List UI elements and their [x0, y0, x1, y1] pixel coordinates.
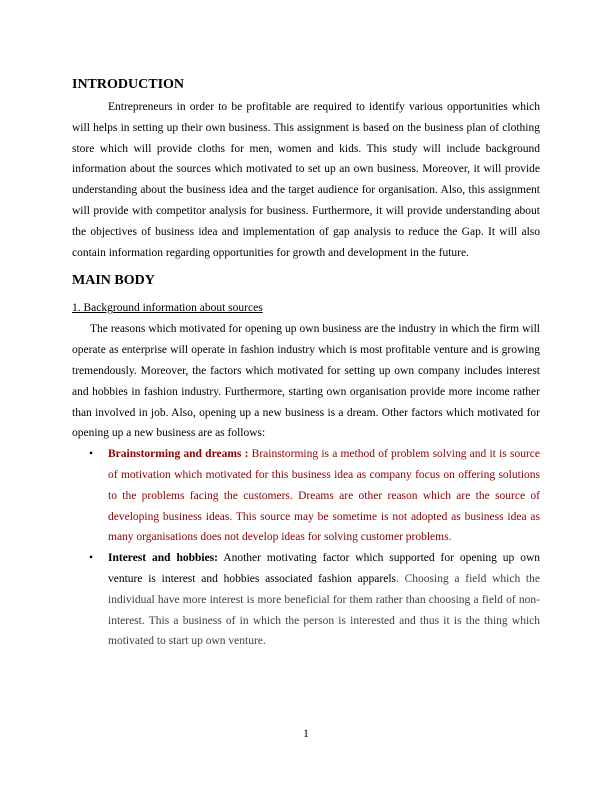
- section-1-title-text: 1. Background information about sources: [72, 302, 263, 315]
- list-item-interest-term: Interest and hobbies:: [108, 552, 218, 565]
- list-item-interest-text: [108, 548, 540, 652]
- introduction-paragraph: Entrepreneurs in order to be profitable are required to identify various opportunities which will helps in setting up their own business. This assignment is based on the business plan of clothing store which will provide cloths for men, women and kids. This study will include background information about the sources which motivated to set up an own business. Moreover, it will provide understanding about the business idea and the target audience for organisation. Also, this assignment will provide with competitor analysis for business. Furthermore, it will provide understanding about the objectives of business idea and implementation of gap analysis to reduce the Gap. It will also contain information regarding opportunities for growth and development in the future.: [72, 101, 540, 259]
- main-body-paragraph: The reasons which motivated for opening up own business are the industry in which the firm will operate as enterprise will operate in fashion industry which is most profitable venture and is growing tremendously. Moreover, the factors which motivated for setting up own company includes interest and hobbies in fashion industry. Furthermore, starting own organisation provide more income rather than involved in job. Also, opening up a new business is a dream. Other factors which motivated for opening up a new business are as follows:: [72, 323, 540, 440]
- introduction-heading: INTRODUCTION: [72, 77, 185, 92]
- list-item-interest: [72, 548, 540, 652]
- list-item-brainstorming-term: Brainstorming and dreams :: [108, 448, 252, 461]
- bullet-icon: •: [89, 552, 94, 565]
- list-item-brainstorming: [72, 444, 540, 548]
- section-1-title: [72, 300, 540, 316]
- list-item-interest-description-continued: . Choosing a field which the individual have more interest is more beneficial for them rather than choosing a field of non- interest. This a business of in which the person is interested and thus it is the thing which motivated to start up own venture.: [108, 572, 540, 648]
- bullet-icon: •: [89, 448, 94, 461]
- main-body-heading: MAIN BODY: [72, 273, 155, 289]
- motivation-factors-list: [72, 444, 540, 652]
- list-item-brainstorming-text: [108, 444, 540, 548]
- page-content: [72, 76, 540, 652]
- list-item-brainstorming-description: Brainstorming is a method of problem solving and it is source of motivation which motivated for this business idea as company focus on offering solutions to the problems facing the customers. Dreams are other reason which are the source of developing business ideas. This source may be sometime is not adopted as business idea as many organisations does not develop ideas for solving customer problems.: [108, 448, 540, 544]
- page-number: 1: [303, 728, 309, 740]
- list-item-interest-description: Another motivating factor which supported for opening up own venture is interest and hobbies associated fashion apparels: [108, 552, 540, 585]
